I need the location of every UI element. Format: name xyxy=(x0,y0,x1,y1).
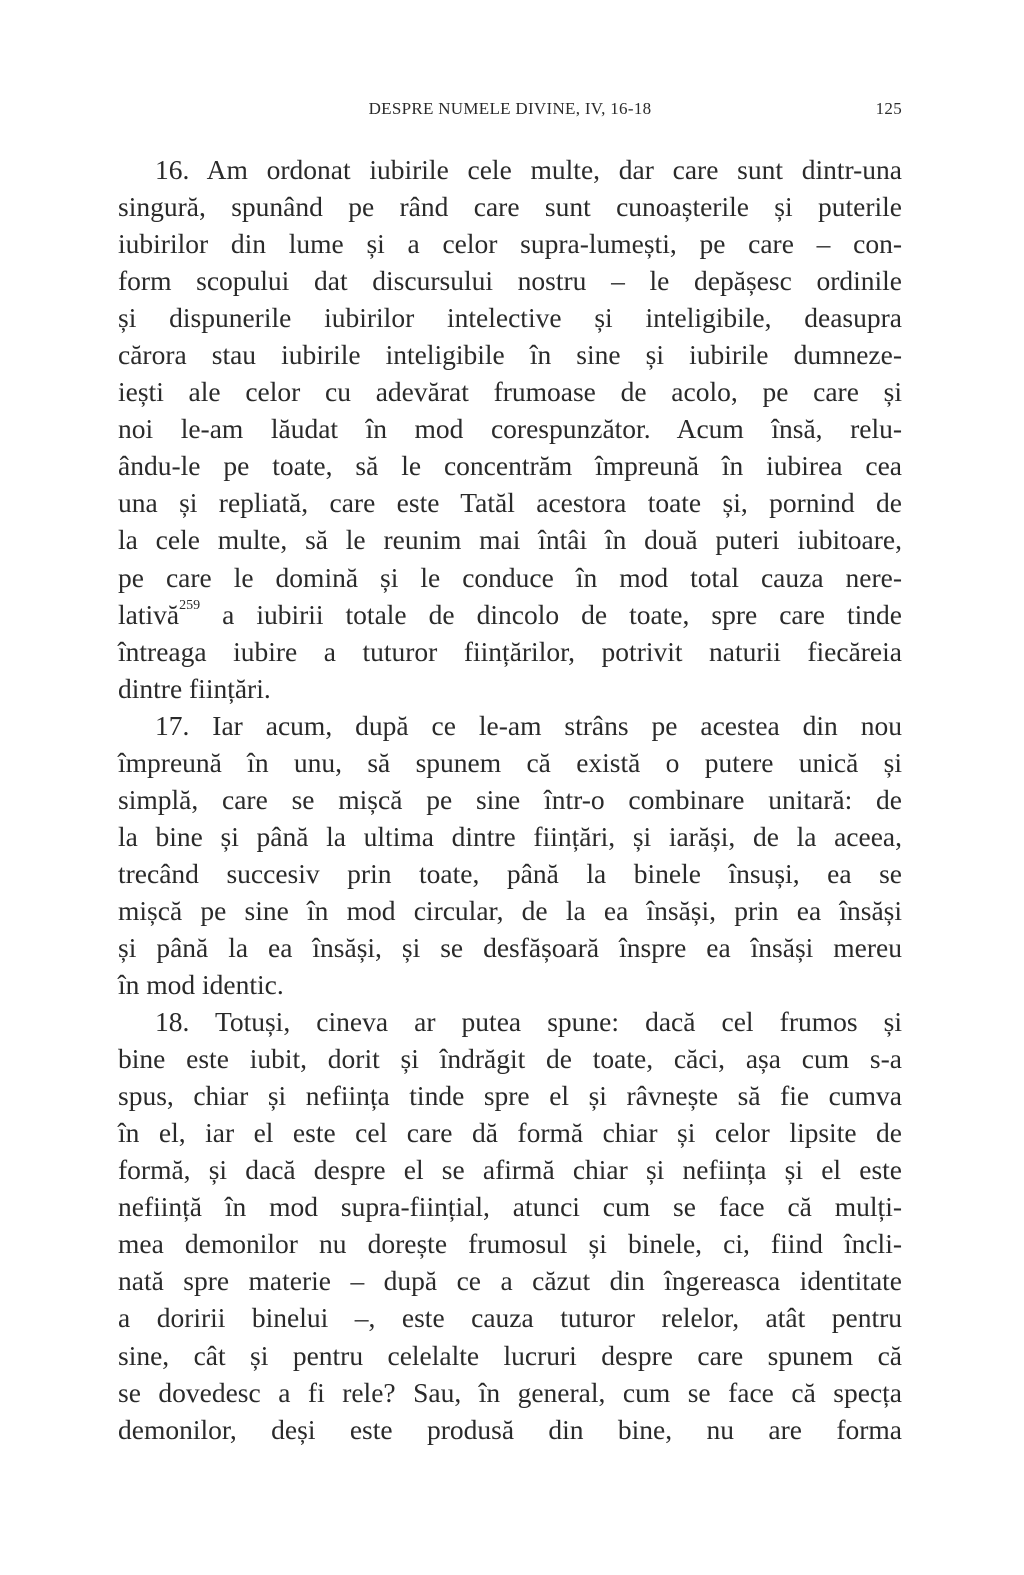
text-line: sine, cât și pentru celelalte lucruri despre care spunem că xyxy=(118,1339,902,1371)
paragraph xyxy=(118,151,902,707)
text-line: întreaga iubire a tuturor ființărilor, potrivit naturii fiecăreia xyxy=(118,635,902,667)
text-line: demonilor, deși este produsă din bine, nu are forma xyxy=(118,1413,902,1445)
text-line: cărora stau iubirile inteligibile în sine și iubirile dumneze- xyxy=(118,339,902,371)
text-line: 18. Totuși, cineva ar putea spune: dacă cel frumos și xyxy=(155,1006,902,1038)
text-line: trecând succesiv prin toate, până la binele însuși, ea se xyxy=(118,857,902,889)
text-line: în el, iar el este cel care dă formă chiar și celor lipsite de xyxy=(118,1117,902,1149)
text-line: și până la ea însăși, și se desfășoară înspre ea însăși mereu xyxy=(118,931,902,963)
text-line: neființă în mod supra-ființial, atunci cum se face că mulți- xyxy=(118,1191,902,1223)
paragraph xyxy=(118,707,902,1003)
text-line: dintre ființări. xyxy=(118,672,271,704)
text-line: 16. Am ordonat iubirile cele multe, dar care sunt dintr-una xyxy=(155,154,902,185)
footnote-marker[interactable]: 259 xyxy=(179,597,201,613)
text-line: împreună în unu, să spunem că există o putere unică și xyxy=(118,746,902,778)
paragraph xyxy=(118,1003,902,1448)
text-line xyxy=(118,596,902,633)
running-title: DESPRE NUMELE DIVINE, IV, 16-18 xyxy=(368,99,652,118)
text-line: la bine și până la ultima dintre ființări, și iarăși, de la aceea, xyxy=(118,820,902,852)
text-segment: lativă xyxy=(118,598,180,630)
text-line: form scopului dat discursului nostru – le depășesc ordinile xyxy=(118,265,902,297)
text-line: una și repliată, care este Tatăl acestora toate și, pornind de xyxy=(118,487,902,519)
text-line: pe care le domină și le conduce în mod total cauza nere- xyxy=(118,561,902,593)
text-line: iești ale celor cu adevărat frumoase de acolo, pe care și xyxy=(118,376,902,408)
text-line: spus, chiar și neființa tinde spre el și râvnește să fie cumva xyxy=(118,1080,902,1112)
text-line: formă, și dacă despre el se afirmă chiar și neființa și el este xyxy=(118,1154,902,1186)
body-text xyxy=(118,151,902,1448)
running-header xyxy=(118,99,902,125)
text-line: mea demonilor nu dorește frumosul și binele, ci, fiind încli- xyxy=(118,1228,902,1260)
text-line: noi le-am lăudat în mod corespunzător. Acum însă, relu- xyxy=(118,413,902,445)
text-line: se dovedesc a fi rele? Sau, în general, cum se face că specța xyxy=(118,1376,902,1408)
text-line: iubirilor din lume și a celor supra-lumești, pe care – con- xyxy=(118,228,902,260)
text-line: bine este iubit, dorit și îndrăgit de toate, căci, așa cum s-a xyxy=(118,1043,902,1075)
text-line: în mod identic. xyxy=(118,969,284,1001)
page-number: 125 xyxy=(875,99,902,118)
text-line: ându-le pe toate, să le concentrăm împreună în iubirea cea xyxy=(118,450,902,482)
text-line: mișcă pe sine în mod circular, de la ea însăși, prin ea însăși xyxy=(118,894,902,926)
text-line: 17. Iar acum, după ce le-am strâns pe acestea din nou xyxy=(155,709,902,741)
text-line: a doririi binelui –, este cauza tuturor relelor, atât pentru xyxy=(118,1302,902,1334)
text-segment: a iubirii totale de dincolo de toate, spre care tinde xyxy=(200,598,902,630)
text-line: și dispunerile iubirilor intelective și inteligibile, deasupra xyxy=(118,302,902,334)
text-line: nată spre materie – după ce a căzut din îngereasca identitate xyxy=(118,1265,902,1297)
text-line: la cele multe, să le reunim mai întâi în două puteri iubitoare, xyxy=(118,524,902,556)
text-line: simplă, care se mișcă pe sine într-o combinare unitară: de xyxy=(118,783,902,815)
text-line: singură, spunând pe rând care sunt cunoașterile și puterile xyxy=(118,191,902,223)
